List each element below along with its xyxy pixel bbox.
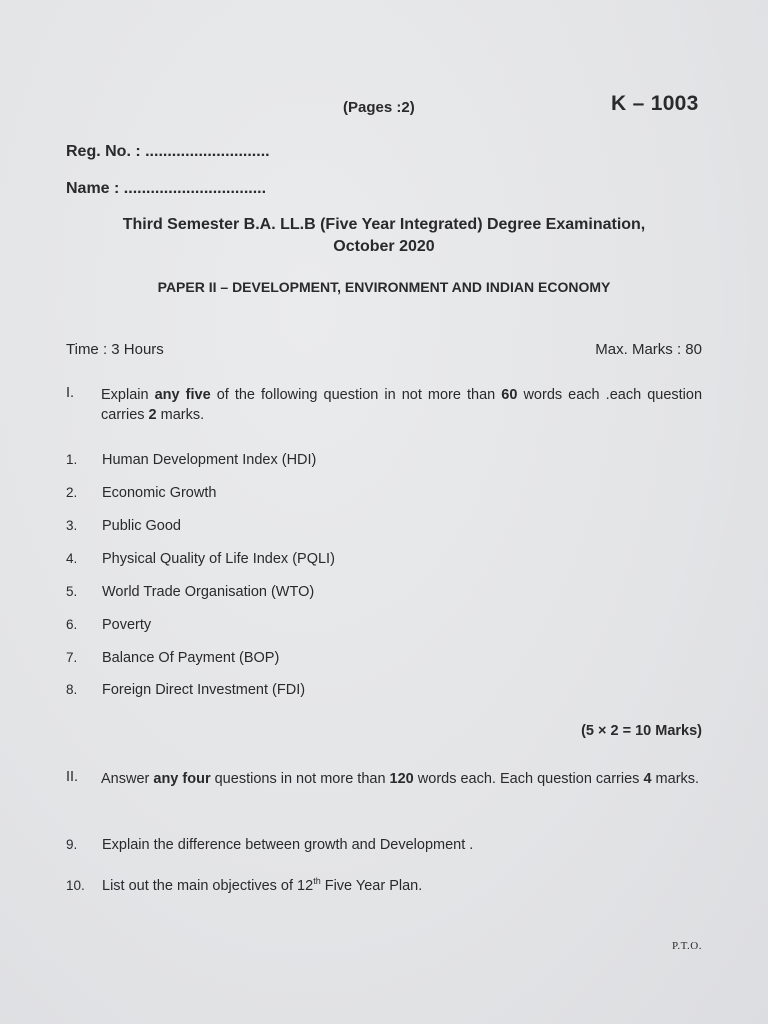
question-text: Economic Growth	[102, 485, 217, 501]
instruction-part: marks.	[156, 407, 205, 423]
question-item	[66, 617, 151, 633]
question-item	[66, 837, 473, 853]
instruction-emphasis: 2	[148, 407, 157, 423]
question-item	[66, 452, 316, 468]
section-1-marks: (5 × 2 = 10 Marks)	[581, 723, 702, 739]
question-text-part: Five Year Plan.	[320, 878, 423, 894]
question-text: Poverty	[102, 617, 152, 633]
instruction-part: of the following question in not more than	[210, 387, 502, 403]
question-item	[66, 650, 279, 666]
question-text: Public Good	[102, 518, 181, 534]
instruction-text	[101, 769, 702, 789]
instruction-part: questions in not more than	[210, 771, 390, 787]
time-allowed: Time : 3 Hours	[66, 341, 164, 358]
instruction-part: words each. Each question carries	[413, 771, 644, 787]
exam-date: October 2020	[333, 238, 435, 255]
name-field: Name : ................................	[66, 180, 267, 197]
question-text	[102, 878, 422, 894]
instruction-emphasis: 120	[389, 771, 414, 787]
instruction-emphasis: any five	[154, 387, 211, 403]
question-number: 3.	[66, 518, 78, 533]
exam-title: Third Semester B.A. LL.B (Five Year Integrated) Degree Examination,	[122, 216, 646, 233]
question-number: 5.	[66, 584, 78, 599]
question-number: 4.	[66, 551, 78, 566]
section-1-instructions	[66, 385, 702, 425]
paper-code: K – 1003	[611, 92, 699, 115]
question-text: Foreign Direct Investment (FDI)	[102, 682, 306, 698]
instruction-part: marks.	[651, 771, 700, 787]
instruction-emphasis: any four	[153, 771, 211, 787]
question-item	[66, 551, 335, 567]
question-item	[66, 518, 181, 534]
instruction-emphasis: 60	[501, 387, 518, 403]
question-text: Human Development Index (HDI)	[102, 452, 317, 468]
question-text-part: List out the main objectives of 12	[102, 878, 314, 894]
question-number: 6.	[66, 617, 78, 632]
question-item	[66, 682, 305, 698]
question-text: Physical Quality of Life Index (PQLI)	[102, 551, 335, 567]
question-text: World Trade Organisation (WTO)	[102, 584, 315, 600]
instruction-part: Answer	[101, 771, 154, 787]
section-2-instructions	[66, 769, 702, 789]
paper-title: PAPER II – DEVELOPMENT, ENVIRONMENT AND INDIAN ECONOMY	[157, 279, 611, 295]
question-item	[66, 584, 314, 600]
question-text: Explain the difference between growth and Development .	[102, 837, 474, 853]
question-number: 1.	[66, 452, 78, 467]
question-number: 10.	[66, 878, 85, 893]
question-number: 2.	[66, 485, 78, 500]
question-item	[66, 485, 216, 501]
page-count: (Pages :2)	[343, 99, 415, 116]
reg-no-field: Reg. No. : ............................	[66, 143, 270, 160]
ordinal-suffix: th	[313, 876, 321, 887]
question-number: 8.	[66, 682, 78, 697]
instruction-part: words each .each question carries	[101, 387, 703, 423]
pto-note: P.T.O.	[672, 940, 702, 952]
instruction-emphasis: 4	[643, 771, 652, 787]
section-number: II.	[66, 769, 79, 785]
section-number: I.	[66, 385, 75, 401]
question-number: 9.	[66, 837, 78, 852]
max-marks: Max. Marks : 80	[595, 341, 702, 358]
question-number: 7.	[66, 650, 78, 665]
instruction-text	[101, 385, 702, 425]
question-item	[66, 878, 422, 894]
instruction-part: Explain	[101, 387, 155, 403]
question-text: Balance Of Payment (BOP)	[102, 650, 280, 666]
